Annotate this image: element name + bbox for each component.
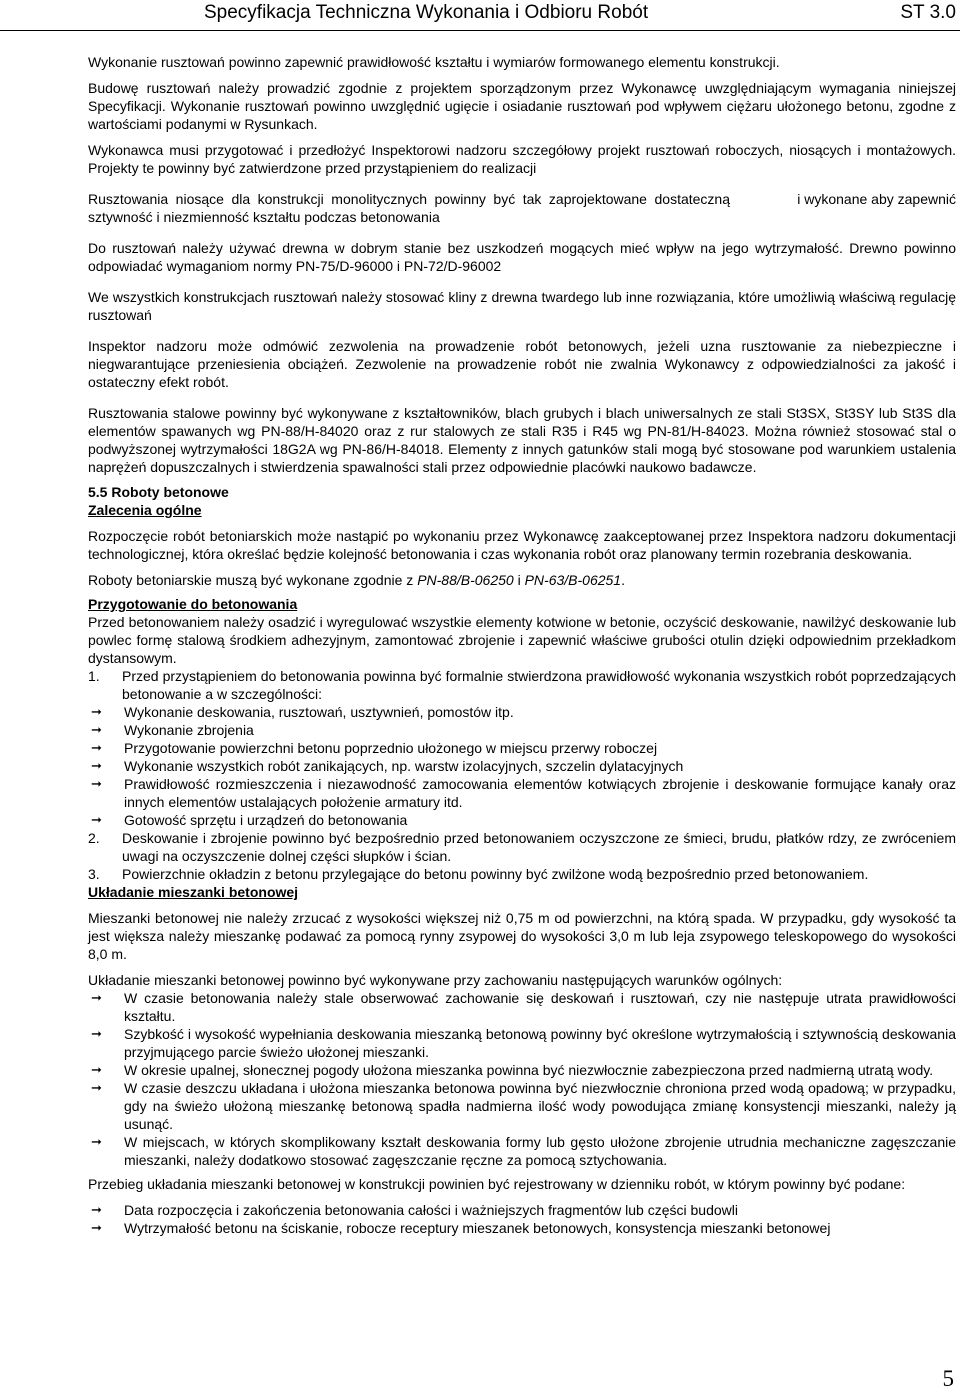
page-number: 5 [942,1366,954,1391]
list-item [88,989,956,1025]
norm-ref: PN-88/B-06250 [417,572,514,588]
list-item [88,703,956,721]
list-item [88,775,956,811]
list-item [88,1133,956,1169]
paragraph: Układanie mieszanki betonowej powinno być wykonywane przy zachowaniu następujących warunków ogólnych: [88,972,783,988]
numbered-list [88,667,956,883]
paragraph-norms [88,571,956,589]
paragraph: Mieszanki betonowej nie należy zrzucać z wysokości większej niż 0,75 m od powierzchni, na którą spada. W przypadku, gdy wysokość ta jest większa należy mieszankę podawać za pomocą rynny zsypowej do wysokości 3,0 m lub leja zsypowego teleskopowego do wysokości 8,0 m. [88,910,956,962]
list-item-text: Wykonanie deskowania, rusztowań, usztywnień, pomostów itp. [124,704,514,720]
subsection-heading: Układanie mieszanki betonowej [88,884,299,900]
list-item-text: W czasie betonowania należy stale obserwować zachowanie się deskowań i rusztowań, czy nie następuje utrata prawidłowości kształtu. [124,990,956,1024]
arrow-right-icon: ➞ [91,722,102,737]
document-code: ST 3.0 [900,2,956,23]
norm-ref: PN-63/B-06251 [524,572,622,588]
list-number: 2. [88,830,100,846]
arrow-right-icon: ➞ [91,812,102,827]
list-item [88,1061,956,1079]
paragraph-left: Rusztowania niosące dla konstrukcji monolitycznych powinny być tak zaprojektowane dostateczną sztywność i niezmienność kształtu podczas betonowania [88,191,730,225]
bullet-list [88,703,956,829]
list-item [88,865,956,883]
text: . [621,572,625,588]
list-item [88,1079,956,1133]
list-item [88,757,956,775]
page-header [0,0,960,31]
list-item-text: W okresie upalnej, słonecznej pogody ułożona mieszanka powinna być niezwłocznie zabezpieczona przed nadmierną utratą wody. [124,1062,934,1078]
paragraph: We wszystkich konstrukcjach rusztowań należy stosować kliny z drewna twardego lub inne rozwiązania, które umożliwią właściwą regulację rusztowań [88,289,956,323]
text: i [513,572,525,588]
list-item [88,721,956,739]
list-item-text: Szybkość i wysokość wypełniania deskowania mieszanką betonową powinny być określone wytrzymałością i sztywnością deskowania przyjmującego parcie świeżo ułożonej mieszanki. [124,1026,956,1060]
arrow-right-icon: ➞ [91,1062,102,1077]
paragraph: Budowę rusztowań należy prowadzić zgodnie z projektem sporządzonym przez Wykonawcę uwzględniającym wymagania niniejszej Specyfikacji. Wykonanie rusztowań powinno uwzględnić ugięcie i osiadanie rusztowań pod wpływem ciężaru ułożonego betonu, zgodne z wartościami podanymi w Rysunkach. [88,80,956,132]
list-item-text: Przygotowanie powierzchni betonu poprzednio ułożonego w miejscu przerwy roboczej [124,740,658,756]
paragraph: Rusztowania stalowe powinny być wykonywane z kształtowników, blach grubych i blach uniwersalnych ze stali St3SX, St3SY lub St3S dla elementów spawanych wg PN-88/H-84020 oraz z rur stalowych ze stali R35 i R45 wg PN-81/H-84023. Można również stosować stal o podwyższonej wytrzymałości 18G2A wg PN-86/H-84018. Elementy z innych gatunków stali mogą być stosowane pod warunkiem ustalenia naprężeń dopuszczalnych i stwierdzenia spawalności stali przez odpowiednie placówki naukowo badawcze. [88,405,956,475]
paragraph: Inspektor nadzoru może odmówić zezwolenia na prowadzenie robót betonowych, jeżeli uzna rusztowanie za niebezpieczne i niegwarantujące przeniesienia obciążeń. Zezwolenie na prowadzenie robót nie zwalnia Wykonawcy z odpowiedzialności za jakość i ostateczny efekt robót. [88,338,956,390]
list-item-text: Powierzchnie okładzin z betonu przylegające do betonu powinny być zwilżone wodą bezpośrednio przed betonowaniem. [122,866,869,882]
bullet-list [88,1201,956,1237]
arrow-right-icon: ➞ [91,776,102,791]
list-item-text: Wykonanie zbrojenia [124,722,254,738]
paragraph: Rozpoczęcie robót betoniarskich może nastąpić po wykonaniu przez Wykonawcę zaakceptowanej przez Inspektora nadzoru dokumentacji technologicznej, która określać będzie kolejność betonowania i czas wykonania robót oraz planowany termin rozebrania deskowania. [88,528,956,562]
list-item-text: W miejscach, w których skomplikowany kształt deskowania formy lub gęsto ułożone zbrojenie utrudnia mechaniczne zagęszczanie mieszanki, należy dodatkowo stosować zagęszczanie ręczne za pomocą sztychowania. [124,1134,956,1168]
list-item [88,1219,956,1237]
list-item [88,829,956,865]
list-item [88,1025,956,1061]
list-item-text: Prawidłowość rozmieszczenia i niezawodność zamocowania elementów kotwiących zbrojenie i deskowanie formujące kanały oraz innych elementów ustalających położenie armatury itd. [124,776,956,810]
document-body [88,53,956,1237]
paragraph: Do rusztowań należy używać drewna w dobrym stanie bez uszkodzeń mogących mieć wpływ na jego wytrzymałość. Drewno powinno odpowiadać wymaganiom normy PN-75/D-96000 i PN-72/D-96002 [88,240,956,274]
list-item-text: Deskowanie i zbrojenie powinno być bezpośrednio przed betonowaniem oczyszczone ze śmieci, brudu, płatków rdzy, ze zwróceniem uwagi na oczyszczenie dolnej części słupków i ścian. [122,830,956,864]
list-item [88,667,956,829]
list-item-text: Gotowość sprzętu i urządzeń do betonowania [124,812,408,828]
paragraph-right: i wykonane aby zapewnić [797,191,956,207]
list-number: 1. [88,668,100,684]
paragraph: Wykonawca musi przygotować i przedłożyć Inspektorowi nadzoru szczegółowy projekt rusztowań roboczych, niosących i montażowych. Projekty te powinny być zatwierdzone przed przystąpieniem do realizacji [88,142,956,176]
subsection-heading: Zalecenia ogólne [88,502,202,518]
arrow-right-icon: ➞ [91,758,102,773]
arrow-right-icon: ➞ [91,1134,102,1149]
section-heading: 5.5 Roboty betonowe [88,484,229,500]
arrow-right-icon: ➞ [91,740,102,755]
subsection-heading: Przygotowanie do betonowania [88,596,298,612]
list-item-text: Data rozpoczęcia i zakończenia betonowania całości i ważniejszych fragmentów lub części budowli [124,1202,738,1218]
document-title: Specyfikacja Techniczna Wykonania i Odbioru Robót [204,2,649,23]
list-item [88,1201,956,1219]
list-item [88,739,956,757]
paragraph: Przebieg układania mieszanki betonowej w konstrukcji powinien być rejestrowany w dzienniku robót, w którym powinny być podane: [88,1176,906,1192]
list-item-text: Wytrzymałość betonu na ściskanie, robocze receptury mieszanek betonowych, konsystencja mieszanki betonowej [124,1220,831,1236]
arrow-right-icon: ➞ [91,1220,102,1235]
arrow-right-icon: ➞ [91,1080,102,1095]
paragraph: Przed betonowaniem należy osadzić i wyregulować wszystkie elementy kotwione w betonie, oczyścić deskowanie, nawilżyć deskowanie lub powlec formę stalową środkiem adhezyjnym, zamontować zbrojenie i zapewnić właściwe grubości otulin dzięki odpowiednim przekładkom dystansowym. [88,614,956,666]
two-column-paragraph [88,190,956,226]
arrow-right-icon: ➞ [91,990,102,1005]
list-number: 3. [88,866,100,882]
bullet-list [88,989,956,1169]
list-item-text: Wykonanie wszystkich robót zanikających, np. warstw izolacyjnych, szczelin dylatacyjnych [124,758,684,774]
list-item [88,811,956,829]
paragraph: Wykonanie rusztowań powinno zapewnić prawidłowość kształtu i wymiarów formowanego elementu konstrukcji. [88,54,780,70]
arrow-right-icon: ➞ [91,704,102,719]
list-item-text: Przed przystąpieniem do betonowania powinna być formalnie stwierdzona prawidłowość wykonania wszystkich robót poprzedzających betonowanie a w szczególności: [122,668,956,702]
list-item-text: W czasie deszczu układana i ułożona mieszanka betonowa powinna być niezwłocznie chroniona przed wodą opadową; w przypadku, gdy na świeżo ułożoną mieszankę betonową spadła nadmierna ilość wody powodująca zmianę konsystencji mieszanki, należy ją usunąć. [124,1080,956,1132]
arrow-right-icon: ➞ [91,1202,102,1217]
text: Roboty betoniarskie muszą być wykonane zgodnie z [88,572,418,588]
arrow-right-icon: ➞ [91,1026,102,1041]
